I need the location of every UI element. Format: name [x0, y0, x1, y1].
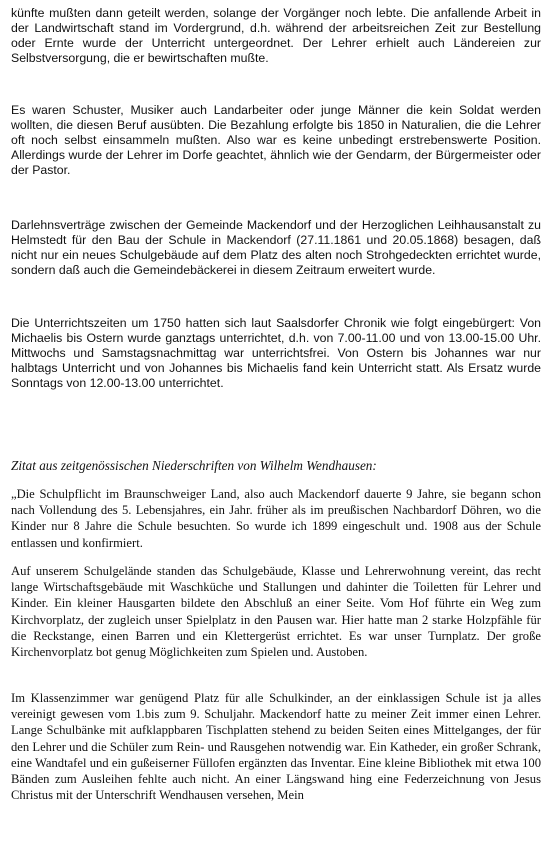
paragraph-teacher-background: Es waren Schuster, Musiker auch Landarbeiter oder junge Männer die kein Soldat werden wollten, die diesen Beruf ausübten. Die Bezahlung erfolgte bis 1850 in Naturalien, die die Lehrer oft noch selbst einsammeln mußten. Also war es keine unbedingt erstrebenswerte Position. Allerdings wurde der Lehrer im Dorfe geachtet, ähnlich wie der Gendarm, der Bürgermeister oder der Pastor. [11, 103, 541, 178]
quote-paragraph-school-grounds: Auf unserem Schulgelände standen das Schulgebäude, Klasse und Lehrerwohnung vereint, das recht lange Wirtschaftsgebäude mit Waschküche und Stallungen und dahinter die Toiletten für Lehrer und Kinder. Ein kleiner Hausgarten bildete den Abschluß an einer Seite. Vom Hof führte ein Weg zum Kirchvorplatz, der zugleich unser Spielplatz in den Pausen war. Hier hatte man 2 starke Holzpfähle für die Reckstange, einen Barren und ein Klettergerüst errichtet. Es war unser Turnplatz. Der große Kirchenvorplatz bot genug Möglichkeiten zum Spielen und. Austoben. [11, 564, 541, 660]
quote-paragraph-classroom: Im Klassenzimmer war genügend Platz für alle Schulkinder, an der einklassigen Schule ist ja alles vereinigt gewesen vom 1.bis zum 9. Schuljahr. Mackendorf hatte zu meiner Zeit immer einen Lehrer. Lange Schulbänke mit aufklappbaren Tischplatten stehend zu beiden Seiten eines Mittelganges, der für den Lehrer und die Schüler zum Rein- und Rausgehen notwendig war. Ein Katheder, ein großer Schrank, eine Wandtafel und ein gußeiserner Füllofen ergänzten das Inventar. Eine kleine Bibliothek mit etwa 100 Bänden zum Ausleihen fehlte auch nicht. An einer Längswand hing eine Federzeichnung von Jesus Christus mit der Unterschrift Wendhausen versehen, Mein [11, 691, 541, 803]
quote-paragraph-school-duty: „Die Schulpflicht im Braunschweiger Land, also auch Mackendorf dauerte 9 Jahre, sie begann schon nach Vollendung des 5. Lebensjahres, ein Jahr. früher als im preußischen Nachbardorf Döhren, wo die Kinder nur 8 Jahre die Schule besuchten. So wurde ich 1899 eingeschult und. 1908 aus der Schule entlassen und konfirmiert. [11, 487, 541, 550]
quote-heading: Zitat aus zeitgenössischen Niederschriften von Wilhelm Wendhausen: [11, 458, 377, 473]
paragraph-teaching-times: Die Unterrichtszeiten um 1750 hatten sich laut Saalsdorfer Chronik wie folgt eingebürgert: Von Michaelis bis Ostern wurde ganztags unterrichtet, d.h. von 7.00-11.00 und von 13.00-15.00 Uhr. Mittwochs und Samstagsnachmittag war unterrichtsfrei. Von Ostern bis Johannes war nur halbtags Unterricht und von Johannes bis Michaelis fand kein Unterricht statt. Als Ersatz wurde Sonntags von 12.00-13.00 unterrichtet. [11, 316, 541, 391]
paragraph-loan-contracts: Darlehnsverträge zwischen der Gemeinde Mackendorf und der Herzoglichen Leihhausanstalt zu Helmstedt für den Bau der Schule in Mackendorf (27.11.1861 und 20.05.1868) besagen, daß nicht nur ein neues Schulgebäude auf dem Platz des alten noch Strohgedeckten errichtet wurde, sondern daß auch die Gemeindebäckerei in diesem Zeitraum erweitert wurde. [11, 218, 541, 278]
paragraph-teacher-duties: künfte mußten dann geteilt werden, solange der Vorgänger noch lebte. Die anfallende Arbeit in der Landwirtschaft stand im Vordergrund, d.h. während der arbeitsreichen Zeit zur Bestellung oder Ernte wurde der Unterricht untergeordnet. Der Lehrer erhielt auch Ländereien zur Selbstversorgung, die er bewirtschaften mußte. [11, 6, 541, 66]
